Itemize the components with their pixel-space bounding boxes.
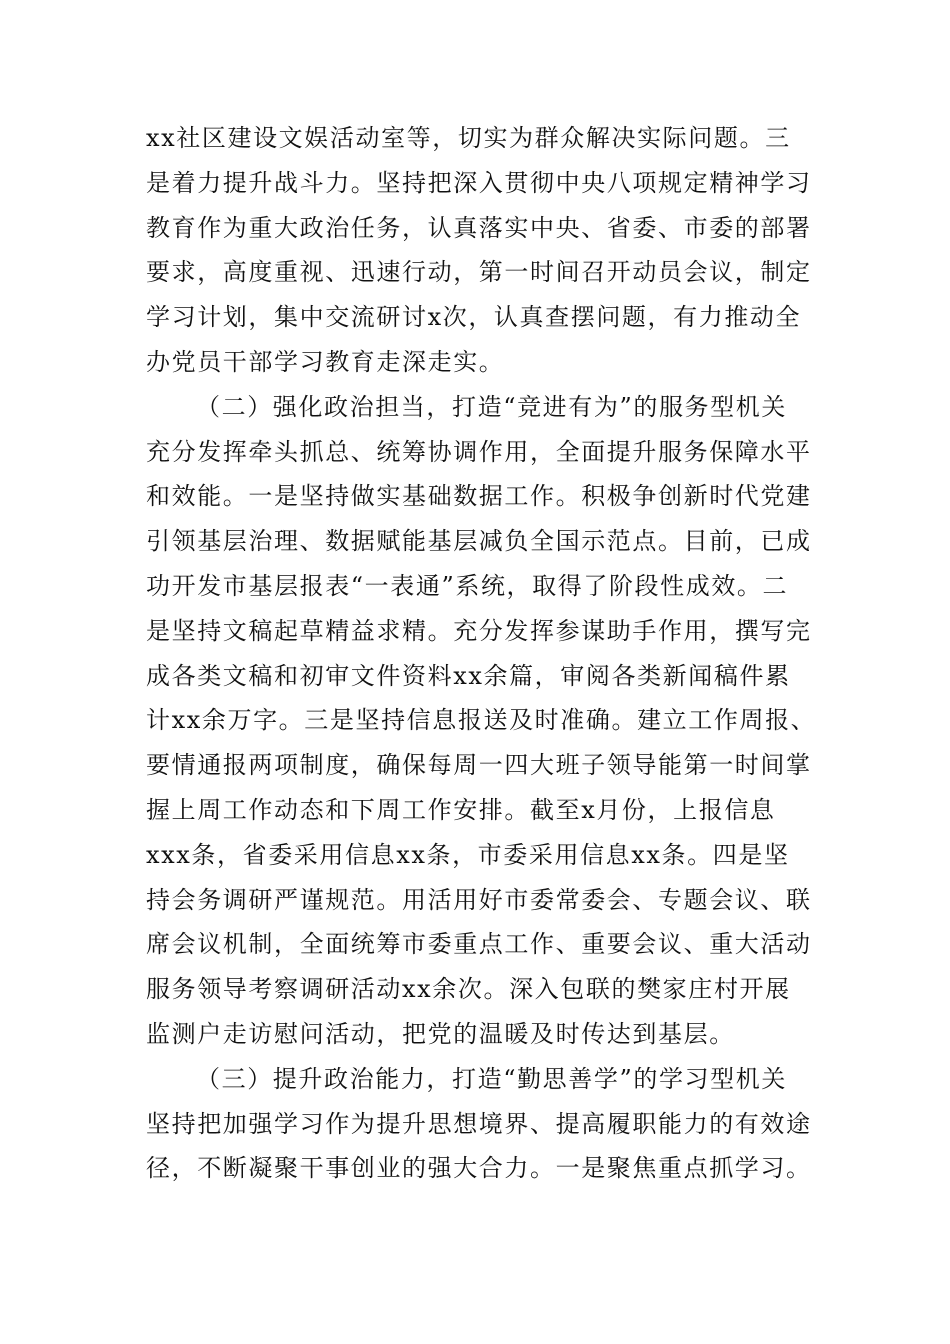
text-line: 握上周工作动态和下周工作安排。截至x月份，上报信息 xyxy=(146,795,776,824)
text-line: 席会议机制，全面统筹市委重点工作、重要会议、重大活动 xyxy=(146,930,812,959)
document-body xyxy=(146,116,836,1191)
text-line: 功开发市基层报表“一表通”系统，取得了阶段性成效。二 xyxy=(146,571,789,600)
text-line: 坚持把加强学习作为提升思想境界、提高履职能力的有效途 xyxy=(146,1109,812,1138)
text-line: 成各类文稿和初审文件资料xx余篇，审阅各类新闻稿件累 xyxy=(146,661,791,690)
section-heading: （三）提升政治能力，打造“勤思善学”的学习型机关 xyxy=(196,1064,787,1093)
text-line: 计xx余万字。三是坚持信息报送及时准确。建立工作周报、 xyxy=(146,706,817,735)
text-line: 是坚持文稿起草精益求精。充分发挥参谋助手作用，撰写完 xyxy=(146,616,812,645)
text-line: 办党员干部学习教育走深走实。 xyxy=(146,347,505,376)
text-line: 引领基层治理、数据赋能基层减负全国示范点。目前，已成 xyxy=(146,527,812,556)
text-line: 是着力提升战斗力。坚持把深入贯彻中央八项规定精神学习 xyxy=(146,168,812,197)
text-line: 教育作为重大政治任务，认真落实中央、省委、市委的部署 xyxy=(146,213,812,242)
text-line: 持会务调研严谨规范。用活用好市委常委会、专题会议、联 xyxy=(146,885,812,914)
text-line: 和效能。一是坚持做实基础数据工作。积极争创新时代党建 xyxy=(146,482,812,511)
section-heading: （二）强化政治担当，打造“竞进有为”的服务型机关 xyxy=(196,392,787,421)
text-line: 监测户走访慰问活动，把党的温暖及时传达到基层。 xyxy=(146,1019,735,1048)
text-line: xx社区建设文娱活动室等，切实为群众解决实际问题。三 xyxy=(146,124,791,152)
text-line: 要求，高度重视、迅速行动，第一时间召开动员会议，制定 xyxy=(146,258,812,287)
text-line: 学习计划，集中交流研讨x次，认真查摆问题，有力推动全 xyxy=(146,303,802,332)
text-line: xxx条，省委采用信息xx条，市委采用信息xx条。四是坚 xyxy=(146,840,790,869)
text-line: 要情通报两项制度，确保每周一四大班子领导能第一时间掌 xyxy=(146,751,812,780)
text-line: 径，不断凝聚干事创业的强大合力。一是聚焦重点抓学习。 xyxy=(146,1154,812,1183)
text-line: 服务领导考察调研活动xx余次。深入包联的樊家庄村开展 xyxy=(146,975,791,1004)
text-line: 充分发挥牵头抓总、统筹协调作用，全面提升服务保障水平 xyxy=(146,437,812,466)
